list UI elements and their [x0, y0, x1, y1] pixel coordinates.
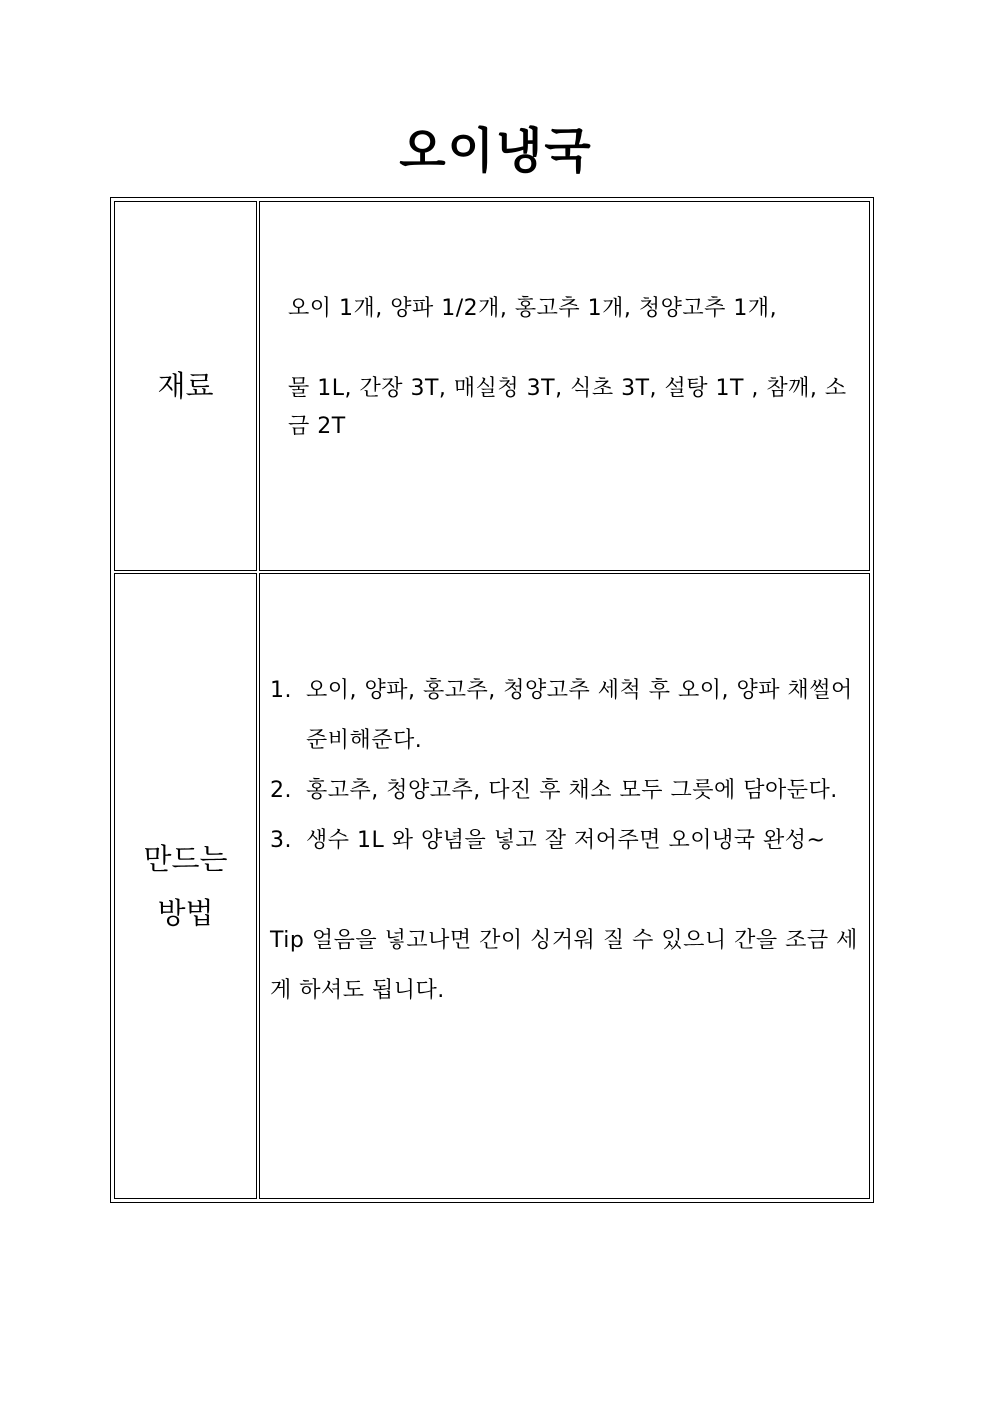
tip-text: Tip 얼음을 넣고나면 간이 싱거워 질 수 있으니 간을 조금 세게 하셔도 됩니다. [270, 928, 858, 1003]
ingredients-label-cell [114, 201, 257, 571]
method-step-1 [270, 666, 860, 766]
method-step-3 [270, 816, 860, 866]
method-label-line-1: 만드는 [143, 842, 228, 876]
method-text [270, 666, 860, 1016]
step-number: 1. [270, 678, 292, 703]
ingredients-text [288, 290, 858, 446]
ingredients-line-1: 오이 1개, 양파 1/2개, 홍고추 1개, 청양고추 1개, [288, 296, 778, 321]
ingredients-line-2: 물 1L, 간장 3T, 매실청 3T, 식초 3T, 설탕 1T , 참깨, 소금 2T [288, 376, 847, 439]
page-title: 오이냉국 [399, 123, 593, 179]
method-label-cell [114, 573, 257, 1199]
ingredients-content-cell [259, 201, 870, 571]
method-step-2 [270, 766, 860, 816]
ingredients-row [114, 201, 870, 571]
method-content-cell [259, 573, 870, 1199]
ingredients-label: 재료 [157, 369, 214, 403]
step-text: 오이, 양파, 홍고추, 청양고추 세척 후 오이, 양파 채썰어 준비해준다. [306, 678, 853, 753]
step-number: 3. [270, 828, 292, 853]
step-text: 홍고추, 청양고추, 다진 후 채소 모두 그릇에 담아둔다. [306, 778, 838, 803]
method-label-line-2: 방법 [157, 896, 214, 930]
step-number: 2. [270, 778, 292, 803]
recipe-table [110, 197, 874, 1203]
method-row [114, 573, 870, 1199]
step-text: 생수 1L 와 양념을 넣고 잘 저어주면 오이냉국 완성~ [306, 828, 826, 853]
